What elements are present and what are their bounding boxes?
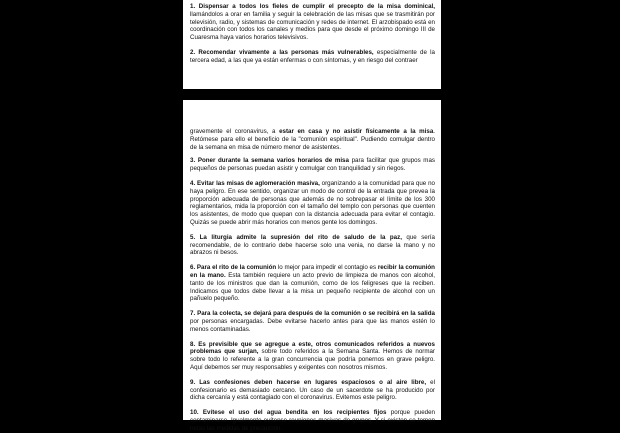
directive-item-2: [190, 49, 435, 65]
directive-item-9: [190, 379, 435, 402]
item-lead: 8. Es previsible que se agregue a este, otros comunicados referidos a nuevos problemas que surjan,: [190, 340, 435, 356]
item-body: Esta también requiere un acto previo de limpieza de manos con alcohol, tanto de los ministros que dan la comunión, como de los feligreses que la reciben. Indicamos que todos debe llevar a la misa un pequeño recipiente de alcohol con un pañuelo pequeño.: [190, 271, 435, 303]
document-page-bottom: [183, 100, 441, 432]
directive-item-3: [190, 157, 435, 173]
item-body: que sería recomendable, de lo contrario debe hacerse solo una venia, no darse la mano y no abrazos ni besos.: [190, 233, 435, 257]
item-body: especialmente de la tercera edad, a las que ya están enfermas o con síntomas, y en riesgo del contraer: [190, 48, 435, 64]
directive-item-2-continuation: gravemente el coronavirus, a estar en casa y no asistir físicamente a la misa. Retómese para ello el beneficio de la "comunión espiritual". Pudiendo comulgar dentro de la semana en misa de número menor de asistentes.: [190, 128, 435, 151]
directive-item-6: 6. Para el rito de la comunión lo mejor para impedir el contagio es recibir la comunión en la mano. Esta también requiere un acto previo de limpieza de manos con alcohol, tanto de los ministros que dan la comunión, como de los feligreses que la reciben. Indicamos que todos debe llevar a la misa un pequeño recipiente de alcohol con un pañuelo pequeño.: [190, 264, 435, 303]
item-body: el confesionario es demasiado cercano. Un caso de un sacerdote se ha producido por dicha cercanía y está contagiado con el coronavirus. Evitemos este peligro.: [190, 378, 435, 402]
item-lead: 10. Evítese el uso del agua bendita en los recipientes fijos: [190, 409, 387, 417]
item-lead: 1. Dispensar a todos los fieles de cumplir el precepto de la misa dominical,: [190, 3, 435, 10]
directive-item-1: [190, 3, 435, 42]
item-lead: 4. Evitar las misas de aglomeración masiva,: [190, 179, 320, 187]
directive-item-10: [190, 409, 435, 432]
item-body: llamándolos a orar en familia y seguir la celebración de las misas que se trasmitirán por televisión, radio, y sistemas de comunicación y redes de internet. El arzobispado está en coordinación con todos los canales y medios para que desde el próximo domingo III de Cuaresma haya varios horarios televisivos.: [190, 10, 435, 42]
item-lead: 3. Poner durante la semana varios horarios de misa: [190, 157, 349, 165]
item-body: organizando a la comunidad para que no haya peligro. En ese sentido, organizar un modo de control de la entrada que prevea la proporción adecuada de personas que además de no sobrepasar el límite de los 300 reglamentarios, mida la proporción con el tamaño del templo con personas que cuenten los asistentes, de modo que quepan con la distancia adecuada para evitar el contagio. Quizás se puede abrir más horarios con menos gente los domingos.: [190, 179, 435, 226]
directive-item-5: [190, 234, 435, 257]
item-body: porque pueden contaminarse. Igualmente evítense reuniones masivas de grupos. Y si existen se tomen todas las medidas de precaución.: [190, 409, 435, 432]
item-body: para facilitar que grupos mas pequeños de personas puedan asistir y comulgar con tranquilidad y sin riegos.: [190, 157, 435, 173]
item-lead: 5. La liturgia admite la supresión del rito de saludo de la paz,: [190, 233, 402, 241]
directive-item-8: [190, 341, 435, 372]
item-lead: 9. Las confesiones deben hacerse en lugares espaciosos o al aire libre,: [190, 378, 427, 386]
item-body: por personas encargadas. Debe evitarse hacerlo antes para que las manos estén lo menos contaminadas.: [190, 317, 435, 333]
item-body: sobre todo referidos a la Semana Santa. Hemos de normar sobre todo lo referente a la gran concurrencia que podría ponernos en grave peligro. Aquí debemos ser muy responsables y exigentes con nosotros mismos.: [190, 348, 435, 371]
directive-item-4: [190, 180, 435, 227]
item-lead: 6. Para el rito de la comunión: [190, 264, 277, 272]
directive-item-7: [190, 310, 435, 333]
document-page-top: [183, 0, 441, 89]
item-lead: 2. Recomendar vivamente a las personas más vulnerables,: [190, 48, 374, 56]
item-lead: 7. Para la colecta, se dejará para después de la comunión o se recibirá en la salida: [190, 310, 435, 318]
